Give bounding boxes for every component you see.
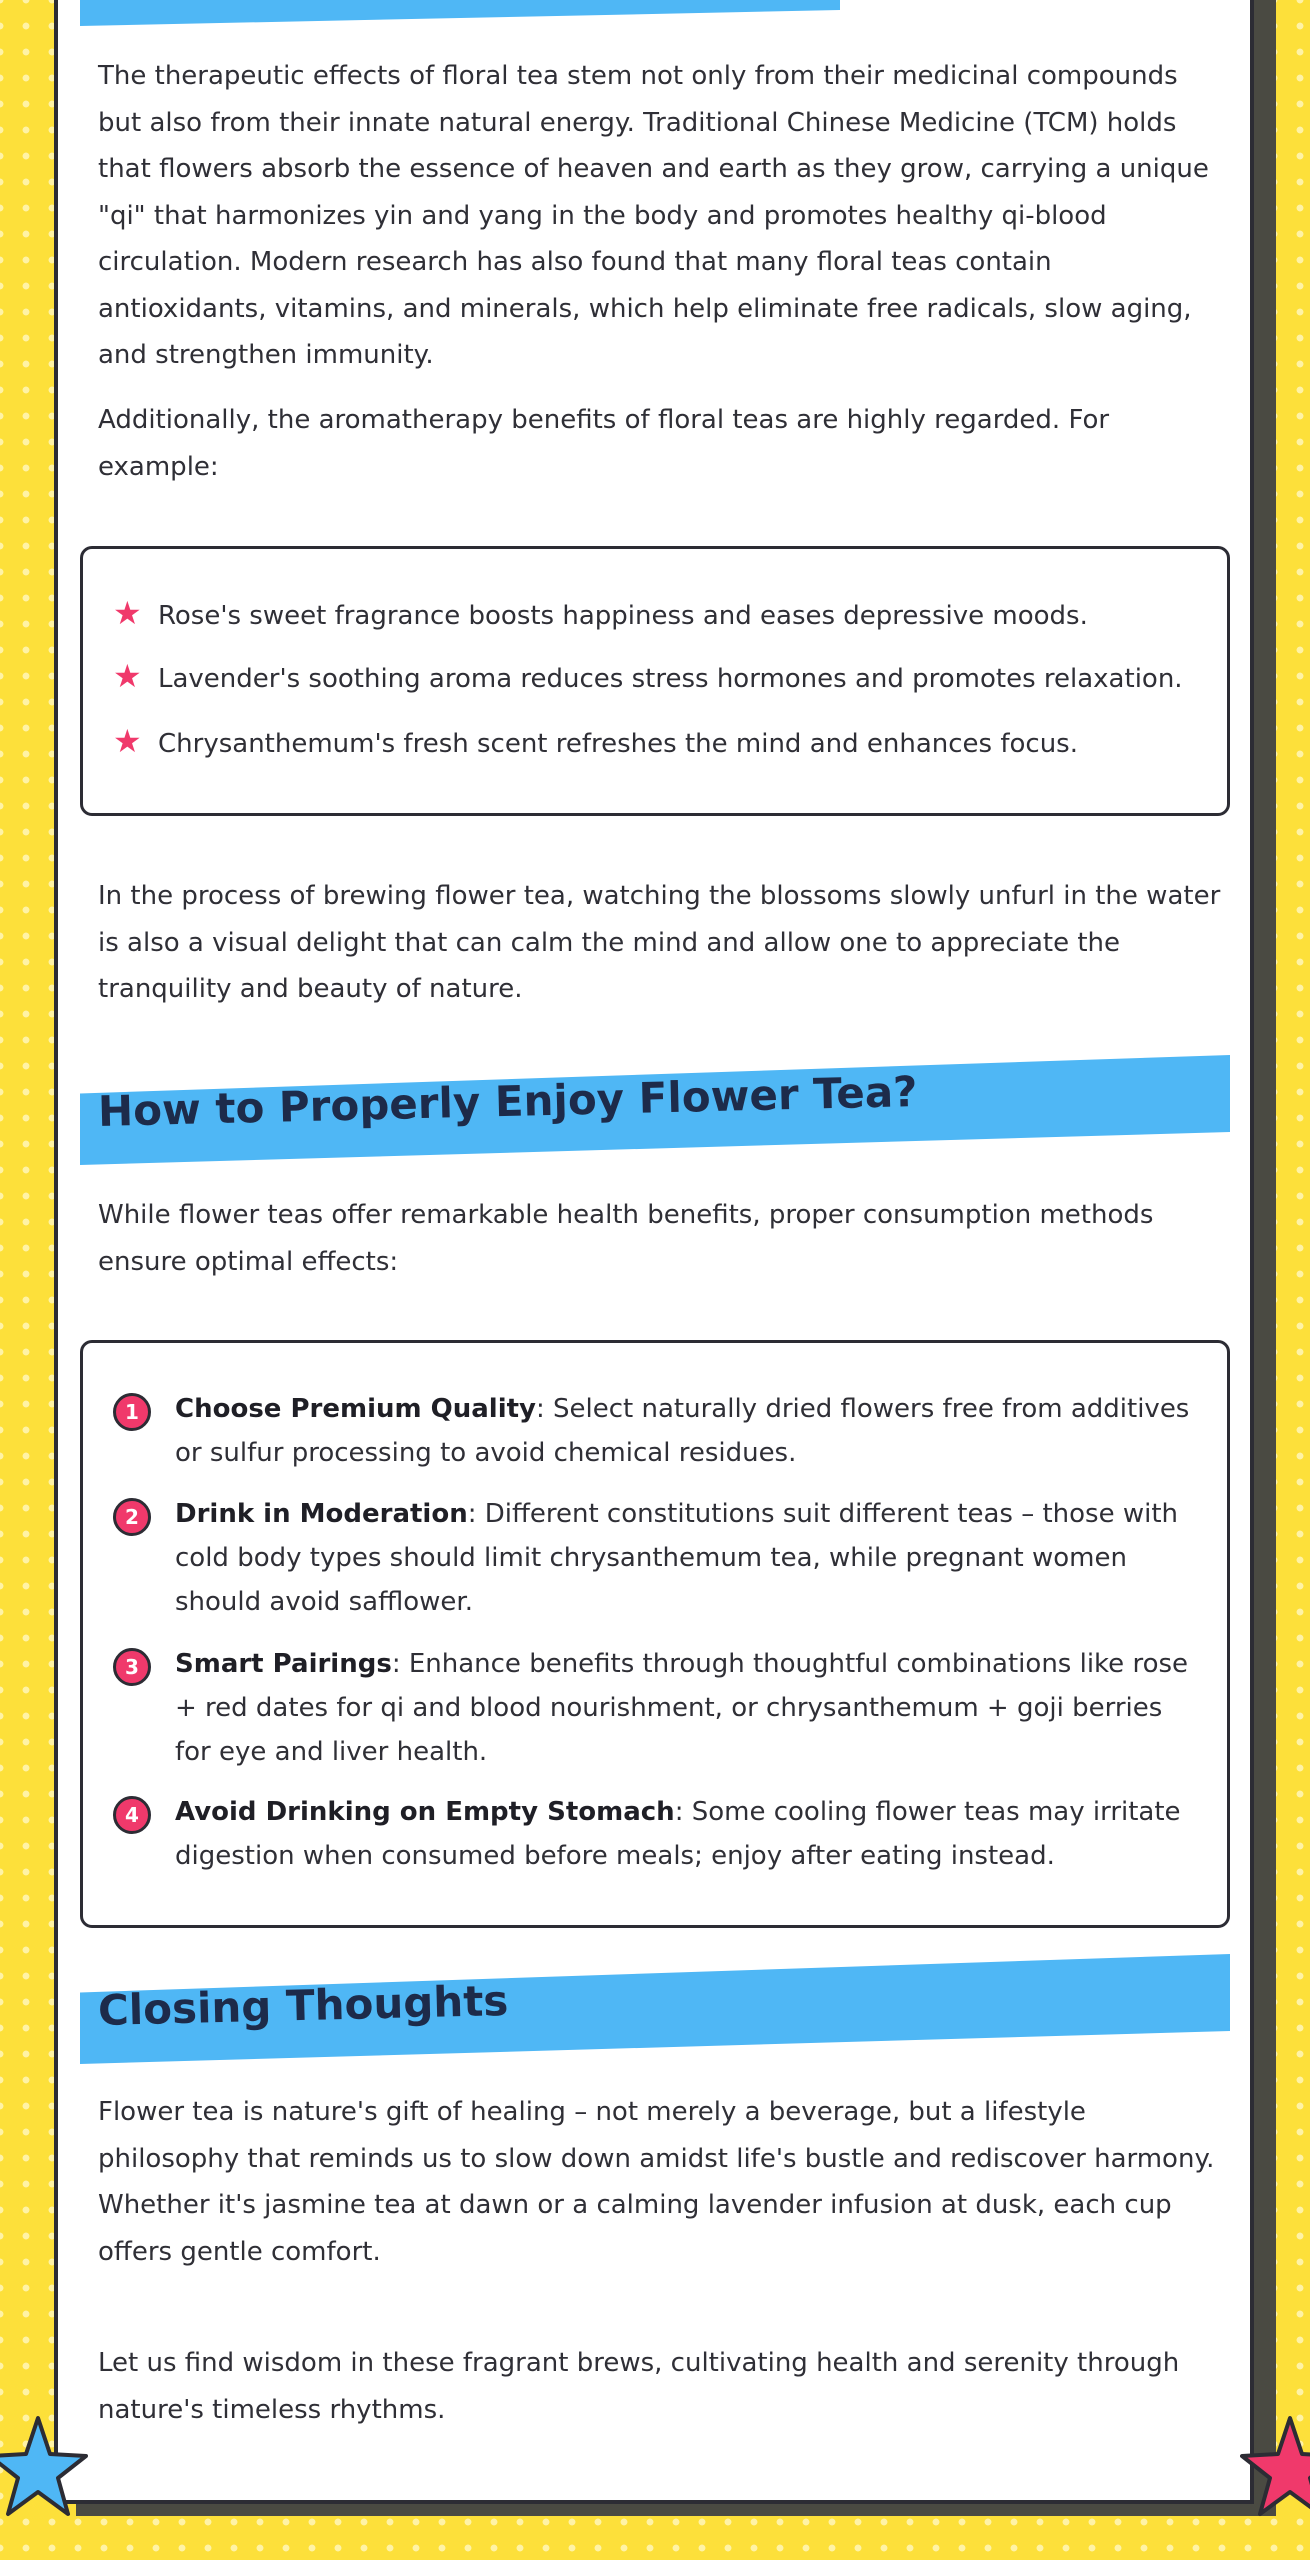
blue-star-icon — [0, 2410, 88, 2520]
paragraph-final: Let us find wisdom in these fragrant brews, cultivating health and serenity through nature's timeless rhythms. — [98, 2348, 1180, 2425]
section-title: Closing Thoughts — [97, 1975, 509, 2035]
number-badge: 4 — [113, 1796, 151, 1834]
paragraph-enjoy-intro: While flower teas offer remarkable health benefits, proper consumption methods ensure optimal effects: — [98, 1200, 1154, 1277]
tip-title: Smart Pairings — [175, 1649, 392, 1679]
paragraph-therapeutic-effects: The therapeutic effects of floral tea stem not only from their medicinal compounds but also from their innate natural energy. Traditional Chinese Medicine (TCM) holds that flowers absorb the essence of heaven and earth as they grow, carrying a unique "qi" that harmonizes yin and yang in the body and promotes healthy qi-blood circulation. Modern research has also found that many floral teas contain antioxidants, vitamins, and minerals, which help eliminate free radicals, slow aging, and strengthen immunity. — [98, 61, 1209, 370]
pink-star-icon — [1240, 2410, 1310, 2520]
tip-text: : Different constitutions suit different teas – those with cold body types should limit chrysanthemum tea, while pregnant women should avoid safflower. — [175, 1499, 1179, 1617]
aroma-list-box: ★ Rose's sweet fragrance boosts happiness and eases depressive moods. ★ Lavender's soothing aroma reduces stress hormones and promotes relaxation. ★ Chrysanthemum's fresh scent refreshes the mind and enhances focus. — [80, 546, 1230, 816]
tip-text: : Select naturally dried flowers free from additives or sulfur processing to avoid chemical residues. — [175, 1394, 1190, 1468]
section-heading-closing — [80, 1954, 1230, 2064]
star-icon: ★ — [113, 657, 142, 695]
tip-title: Choose Premium Quality — [175, 1394, 537, 1424]
paragraph-closing: Flower tea is nature's gift of healing – not merely a beverage, but a lifestyle philosophy that reminds us to slow down amidst life's bustle and rediscover harmony. Whether it's jasmine tea at dawn or a calming lavender infusion at dusk, each cup offers gentle comfort. — [98, 2097, 1215, 2267]
tip-title: Drink in Moderation — [175, 1499, 468, 1529]
section-heading-enjoy — [80, 1055, 1230, 1165]
number-badge: 1 — [113, 1393, 151, 1431]
paragraph-aromatherapy-intro: Additionally, the aromatherapy benefits of floral teas are highly regarded. For example: — [98, 405, 1110, 482]
star-icon: ★ — [113, 594, 142, 632]
number-badge: 3 — [113, 1648, 151, 1686]
section-title: How to Properly Enjoy Flower Tea? — [97, 1066, 919, 1136]
tip-text: : Enhance benefits through thoughtful combinations like rose + red dates for qi and blood nourishment, or chrysanthemum + goji berries for eye and liver health. — [175, 1649, 1189, 1767]
paragraph-brewing-delight: In the process of brewing flower tea, watching the blossoms slowly unfurl in the water is also a visual delight that can calm the mind and allow one to appreciate the tranquility and beauty of nature. — [98, 881, 1221, 1004]
star-icon: ★ — [113, 722, 142, 760]
tips-list-box — [80, 1340, 1230, 1928]
number-badge: 2 — [113, 1498, 151, 1536]
tip-title: Avoid Drinking on Empty Stomach — [175, 1797, 675, 1827]
tip-text: : Some cooling flower teas may irritate digestion when consumed before meals; enjoy after eating instead. — [175, 1797, 1181, 1871]
